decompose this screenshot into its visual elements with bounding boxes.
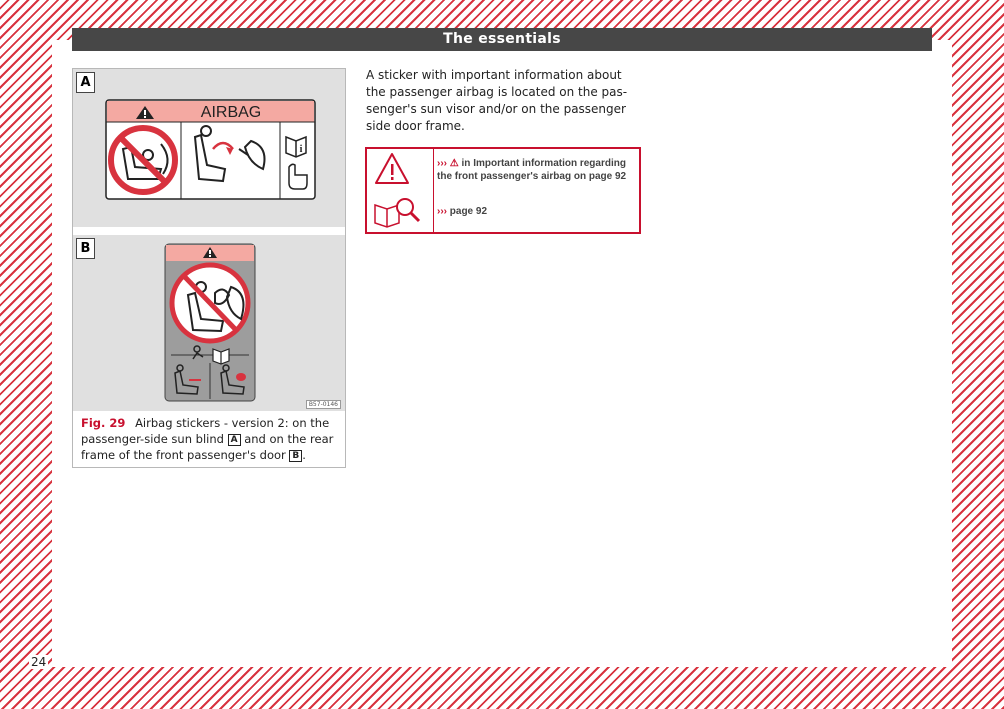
figure-panel-a	[73, 69, 345, 227]
figure-label: Fig. 29	[81, 416, 126, 430]
caption-text-2: and on the rear frame of the front passenger's door	[81, 432, 334, 462]
warning-triangle-icon	[376, 154, 408, 183]
airbag-sticker-b	[73, 235, 345, 411]
caption-box-a: A	[228, 434, 241, 446]
reference-box	[365, 147, 641, 234]
figure-29	[72, 68, 346, 468]
no-child-seat-airbag-icon	[172, 265, 248, 341]
figure-caption	[81, 415, 339, 463]
reference-divider	[433, 149, 434, 232]
figure-reference-code: B57-0146	[306, 400, 341, 409]
reference-link-page[interactable]	[437, 205, 633, 218]
arrow-glyph: ›››	[437, 158, 447, 169]
manual-page	[52, 31, 952, 667]
figure-panel-b	[73, 235, 345, 411]
sticker-airbag-title: AIRBAG	[200, 104, 262, 121]
caption-box-b: B	[289, 450, 302, 462]
reference-icons	[367, 149, 433, 232]
warning-small-icon: ⚠	[449, 158, 459, 169]
body-paragraph: A sticker with important information about the passenger airbag is located on the pas-senger's sun visor and/or on the passenger side door frame.	[366, 68, 628, 133]
panel-label-a: A	[76, 72, 95, 93]
reference-link-airbag[interactable]	[437, 157, 633, 183]
page-number: 24	[31, 655, 47, 669]
no-rear-facing-child-seat-icon	[111, 128, 175, 192]
section-header: The essentials	[72, 28, 932, 51]
reference-line-2: page 92	[449, 206, 488, 217]
caption-end: .	[302, 448, 306, 462]
svg-text:i: i	[299, 144, 303, 155]
airbag-sticker-a	[73, 69, 345, 227]
reference-line-1: in Important information regarding the front passenger's airbag on page 92	[437, 158, 627, 182]
panel-label-b: B	[76, 238, 95, 259]
caption-text-1: Airbag stickers - version 2: on the passenger-side sun blind	[81, 416, 330, 446]
arrow-glyph: ›››	[437, 206, 447, 217]
manual-search-icon	[375, 199, 419, 227]
